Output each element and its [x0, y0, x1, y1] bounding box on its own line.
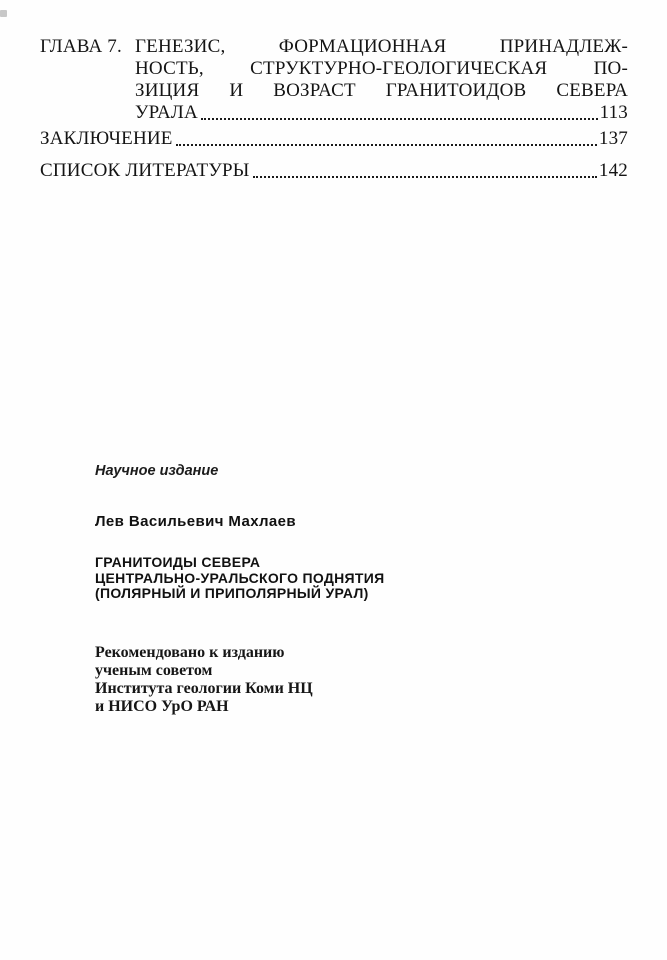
recommendation-line-1: Рекомендовано к изданию	[95, 643, 285, 661]
chapter-7-title-line-3: ЗИЦИЯ И ВОЗРАСТ ГРАНИТОИДОВ СЕВЕРА	[135, 80, 628, 101]
scan-artifact	[0, 10, 7, 17]
author-name: Лев Васильевич Махлаев	[95, 513, 297, 530]
recommendation-note	[95, 644, 555, 716]
book-title-line-3: (ПОЛЯРНЫЙ И ПРИПОЛЯРНЫЙ УРАЛ)	[95, 585, 369, 601]
chapter-7-page-number: 113	[599, 102, 628, 123]
chapter-7-last-line	[135, 102, 628, 124]
chapter-7-label: ГЛАВА 7.	[40, 36, 122, 57]
dot-leader	[201, 102, 598, 124]
toc-entry-bibliography	[40, 160, 628, 182]
book-title	[95, 555, 555, 602]
toc-entry-conclusion	[40, 128, 628, 150]
colophon	[95, 463, 555, 716]
chapter-7-title-line-1: ГЕНЕЗИС, ФОРМАЦИОННАЯ ПРИНАДЛЕЖ-	[135, 36, 628, 57]
recommendation-line-3: Института геологии Коми НЦ	[95, 679, 313, 697]
bibliography-page-number: 142	[598, 160, 628, 181]
chapter-7-title-line-2: НОСТЬ, СТРУКТУРНО-ГЕОЛОГИЧЕСКАЯ ПО-	[135, 58, 628, 79]
dot-leader	[253, 160, 597, 182]
book-title-line-2: ЦЕНТРАЛЬНО-УРАЛЬСКОГО ПОДНЯТИЯ	[95, 569, 385, 586]
table-of-contents	[40, 36, 628, 182]
dot-leader	[176, 128, 597, 150]
toc-entry-chapter-7	[40, 36, 628, 124]
book-title-line-1: ГРАНИТОИДЫ СЕВЕРА	[95, 554, 261, 570]
conclusion-title: ЗАКЛЮЧЕНИЕ	[40, 128, 173, 149]
bibliography-title: СПИСОК ЛИТЕРАТУРЫ	[40, 160, 250, 181]
recommendation-line-2: ученым советом	[95, 661, 213, 679]
chapter-7-title-line-4: УРАЛА	[135, 102, 198, 123]
edition-type-label: Научное издание	[95, 463, 219, 479]
conclusion-page-number: 137	[598, 128, 628, 149]
recommendation-line-4: и НИСО УрО РАН	[95, 697, 229, 715]
